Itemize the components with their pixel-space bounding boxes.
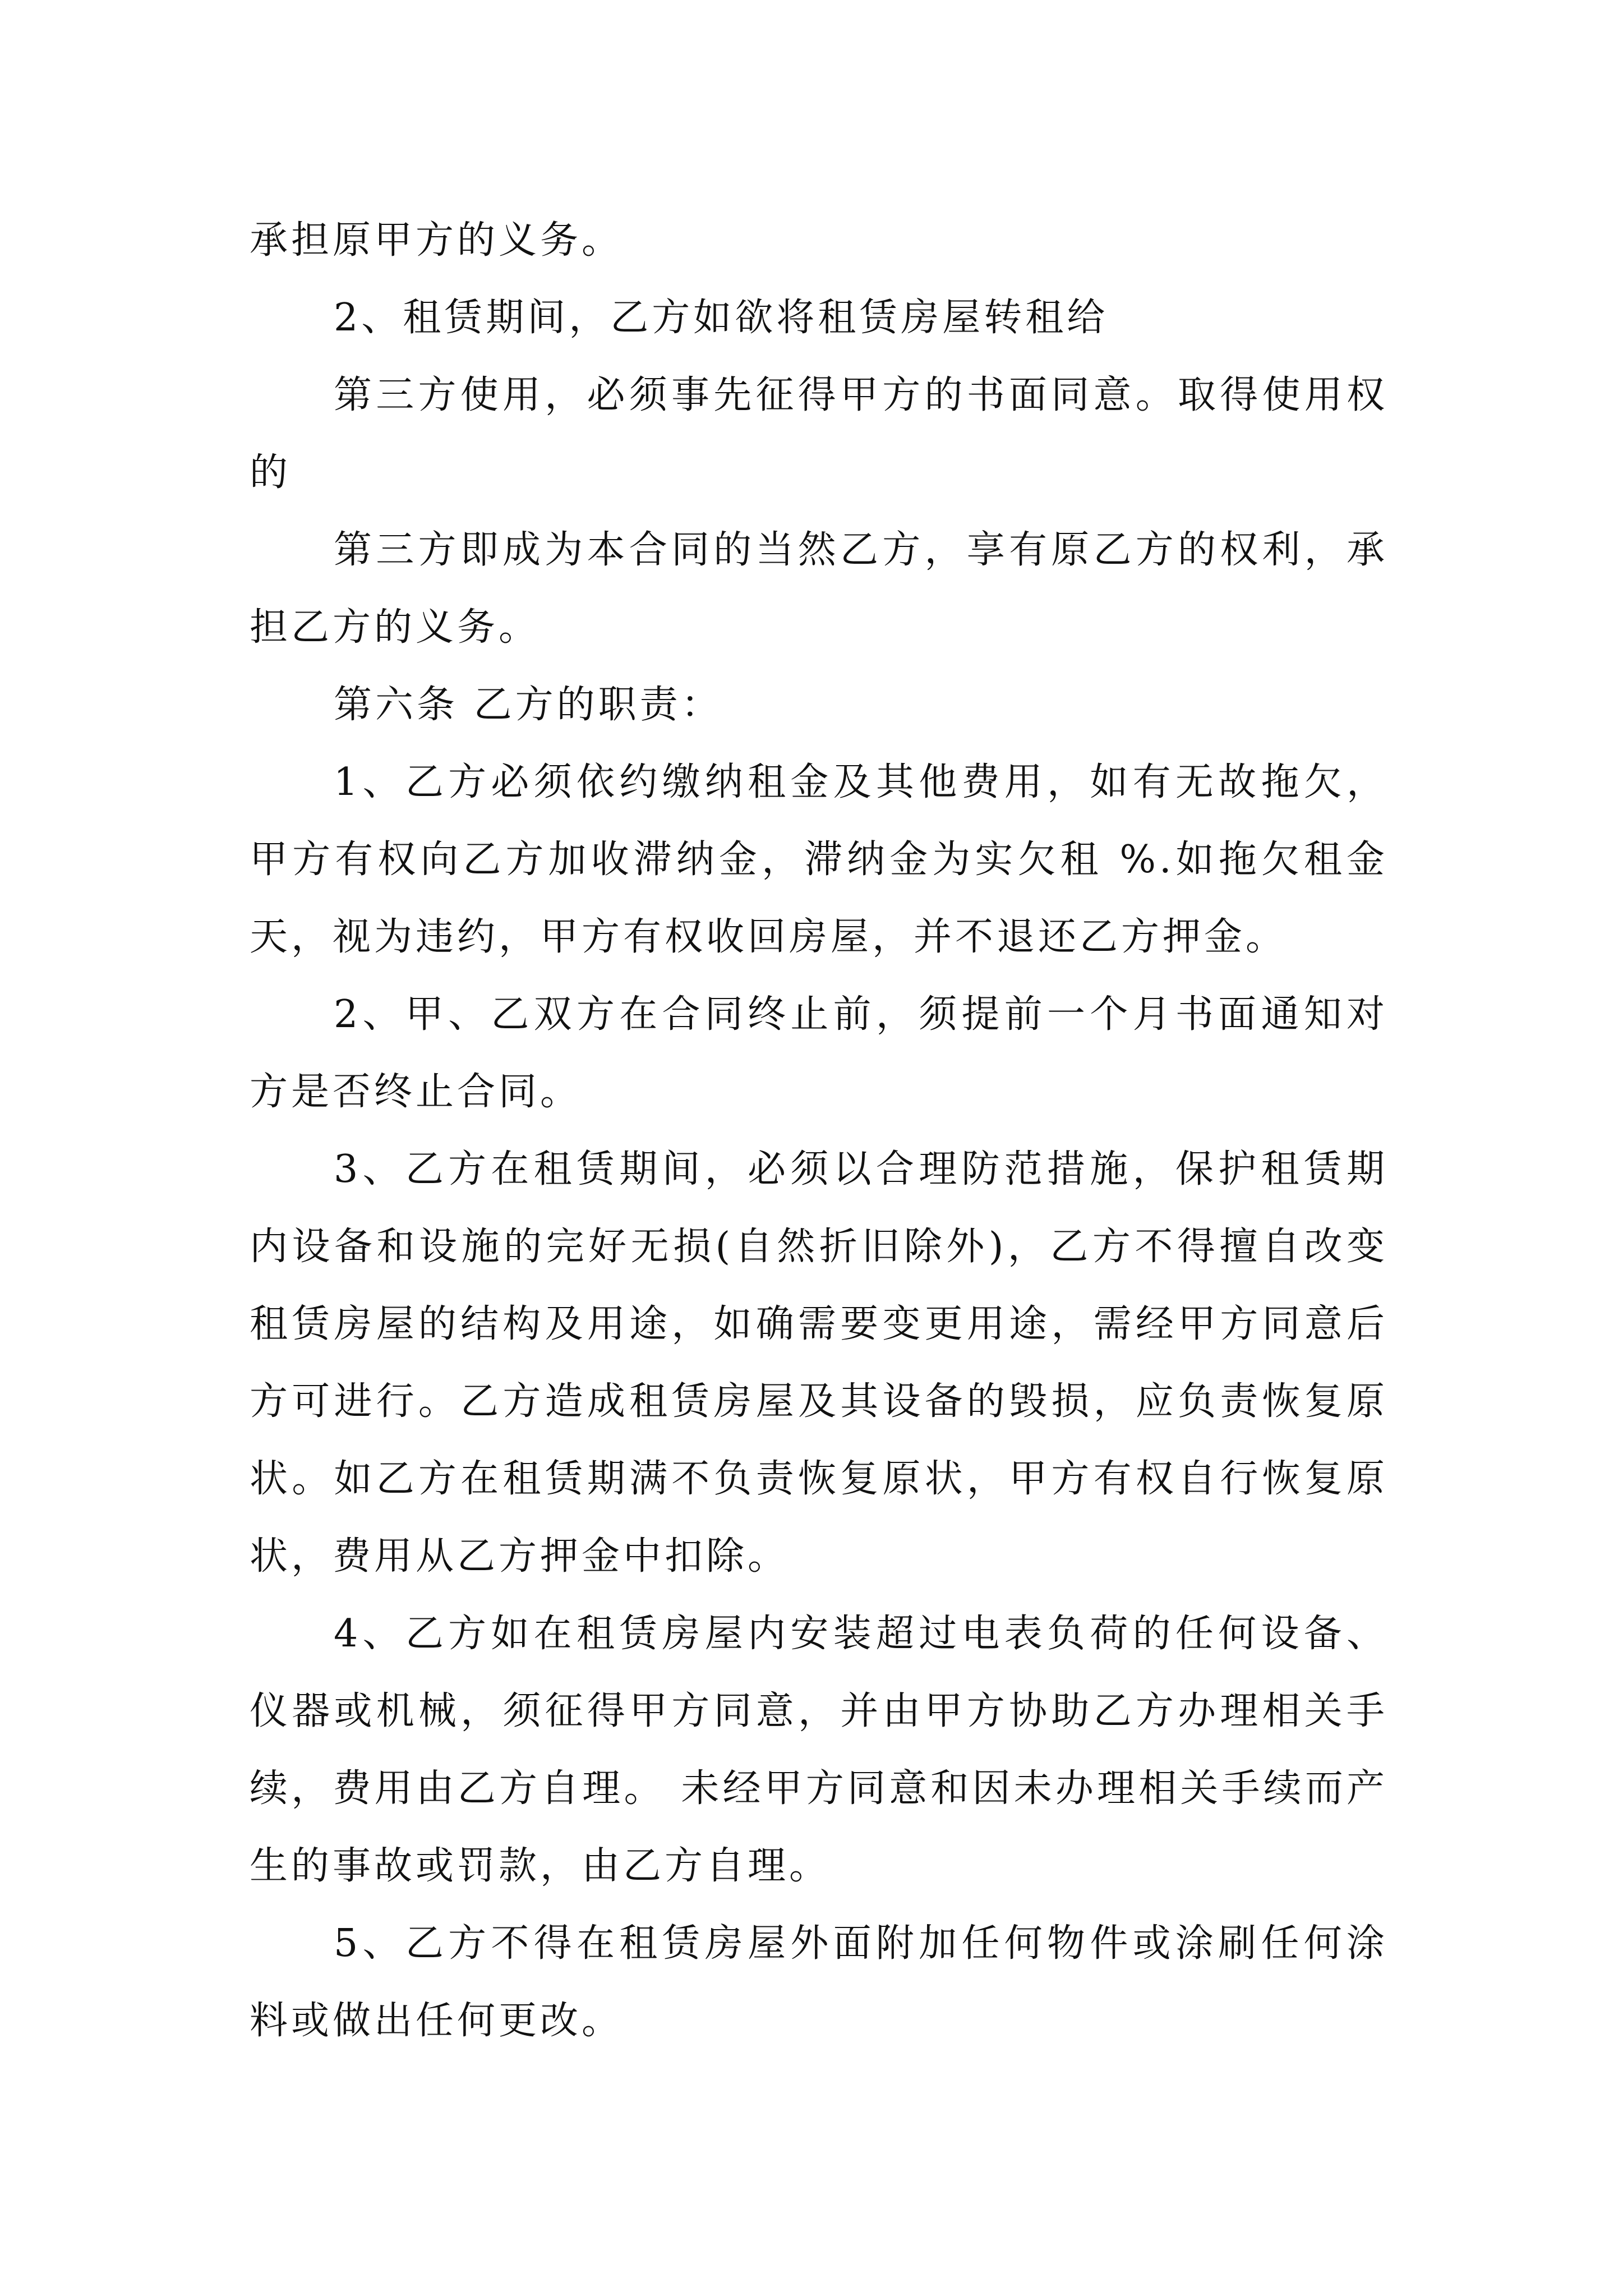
paragraph: 2、租赁期间，乙方如欲将租赁房屋转租给 <box>334 296 1109 340</box>
paragraph: 5、乙方不得在租赁房屋外面附加任何物件或涂刷任何涂料或做出任何更改。 <box>250 1921 1388 2043</box>
paragraph: 第三方即成为本合同的当然乙方，享有原乙方的权利，承担乙方的义务。 <box>250 528 1388 650</box>
paragraph: 承担原甲方的义务。 <box>250 218 624 263</box>
document-body <box>250 202 1388 2060</box>
paragraph: 2、甲、乙双方在合同终止前，须提前一个月书面通知对方是否终止合同。 <box>250 992 1388 1114</box>
paragraph: 1、乙方必须依约缴纳租金及其他费用，如有无故拖欠，甲方有权向乙方加收滞纳金，滞纳金为实欠租 %.如拖欠租金 天，视为违约，甲方有权收回房屋，并不退还乙方押金。 <box>250 760 1388 959</box>
paragraph: 4、乙方如在租赁房屋内安装超过电表负荷的任何设备、仪器或机械，须征得甲方同意，并由甲方协助乙方办理相关手续，费用由乙方自理。 未经甲方同意和因未办理相关手续而产生的事故或罚款，由乙方自理。 <box>250 1612 1388 1888</box>
paragraph: 第三方使用，必须事先征得甲方的书面同意。取得使用权的 <box>250 373 1388 495</box>
section-heading: 第六条 乙方的职责： <box>334 683 723 727</box>
paragraph: 3、乙方在租赁期间，必须以合理防范措施，保护租赁期内设备和设施的完好无损(自然折旧除外)，乙方不得擅自改变租赁房屋的结构及用途，如确需要变更用途，需经甲方同意后方可进行。乙方造成租赁房屋及其设备的毁损，应负责恢复原状。如乙方在租赁期满不负责恢复原状，甲方有权自行恢复原状，费用从乙方押金中扣除。 <box>250 1147 1388 1579</box>
